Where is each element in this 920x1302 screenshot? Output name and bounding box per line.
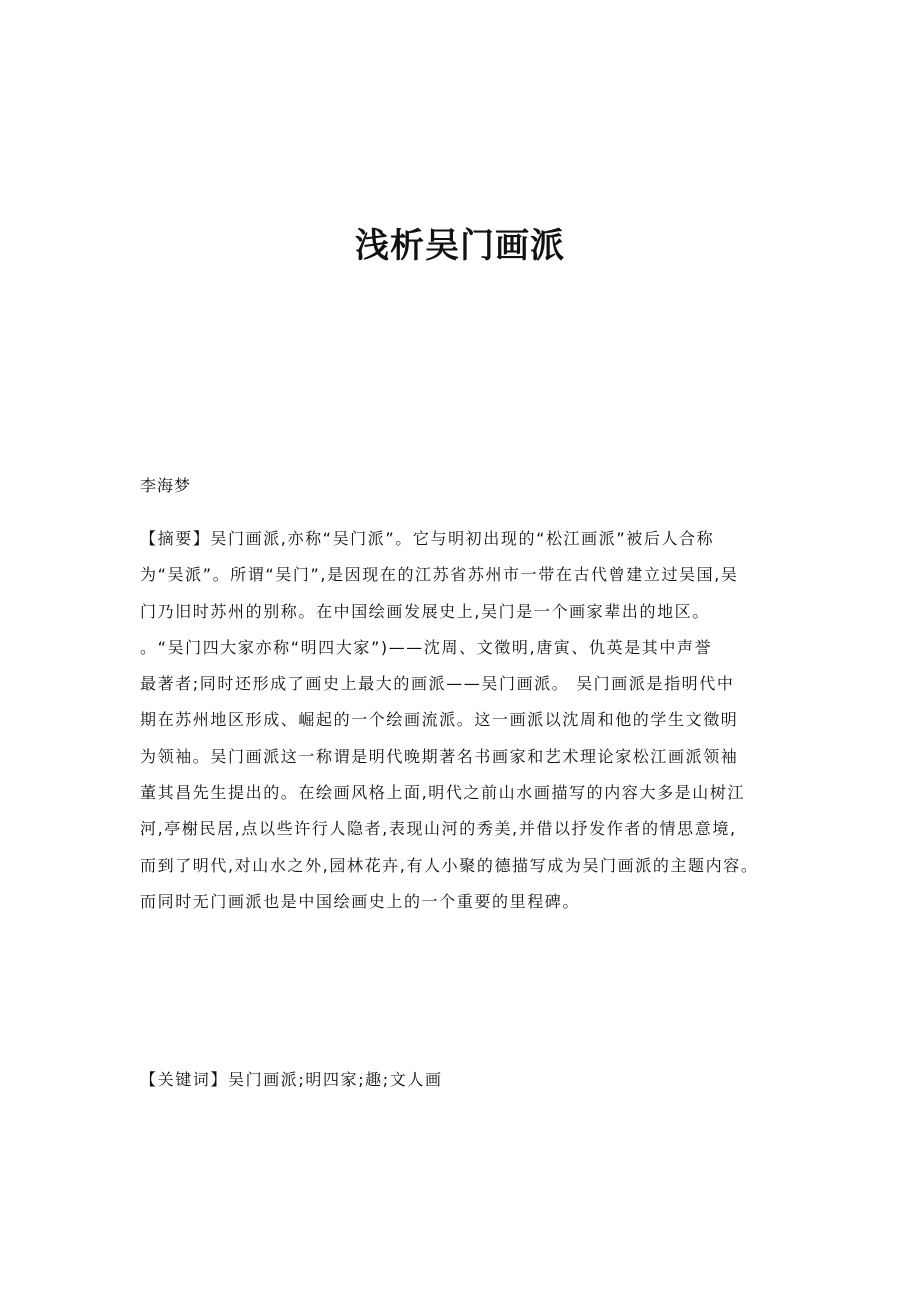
author-name: 李海梦	[140, 476, 192, 495]
abstract-line: 董其昌先生提出的。在绘画风格上面,明代之前山水画描写的内容大多是山树江	[140, 783, 746, 803]
abstract-line: 为领袖。吴门画派这一称谓是明代晚期著名书画家和艺术理论家松江画派领袖	[140, 746, 739, 766]
abstract-paragraph	[140, 528, 820, 927]
document-title: 浅析吴门画派	[355, 226, 565, 266]
abstract-line: 而同时无门画派也是中国绘画史上的一个重要的里程碑。	[140, 891, 581, 911]
keywords-line: 【关键词】吴门画派;明四家;趣;文人画	[140, 1070, 443, 1089]
abstract-line: 。“吴门四大家亦称“明四大家”)——沈周、文徵明,唐寅、仇英是其中声誉	[140, 637, 713, 657]
abstract-line: 为“吴派”。所谓“吴门”,是因现在的江苏省苏州市一带在古代曾建立过吴国,吴	[140, 565, 739, 585]
abstract-line: 最著者;同时还形成了画史上最大的画派——吴门画派。 吴门画派是指明代中	[140, 674, 735, 694]
abstract-line: 而到了明代,对山水之外,园林花卉,有人小聚的德描写成为吴门画派的主题内容。	[140, 855, 759, 875]
abstract-line: 【摘要】吴门画派,亦称“吴门派”。它与明初出现的“松江画派”被后人合称	[140, 529, 715, 548]
abstract-line: 河,亭榭民居,点以些许行人隐者,表现山河的秀美,并借以抒发作者的情思意境,	[140, 819, 737, 839]
abstract-line: 门乃旧时苏州的别称。在中国绘画发展史上,吴门是一个画家辈出的地区。	[140, 601, 710, 621]
abstract-line: 期在苏州地区形成、崛起的一个绘画流派。这一画派以沈周和他的学生文徵明	[140, 710, 739, 730]
